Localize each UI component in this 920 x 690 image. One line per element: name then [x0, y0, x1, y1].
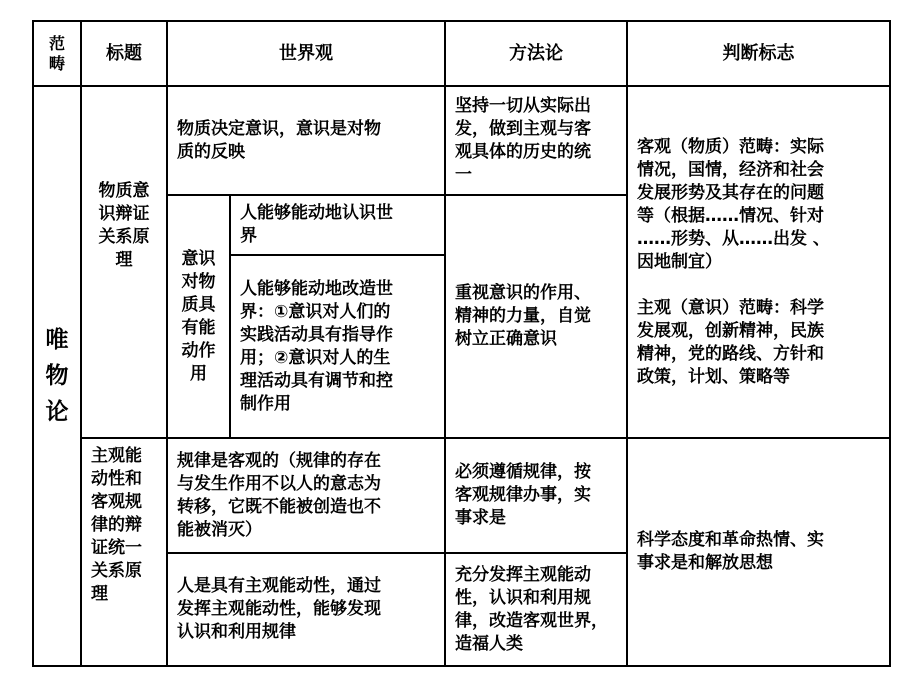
header-category [32, 20, 82, 87]
section2-criteria-text: 科学态度和革命热情、实 事求是和解放思想 [637, 530, 824, 573]
matter-method-text: 坚持一切从实际出 发，做到主观与客 观具体的历史的统 一 [455, 95, 591, 185]
header-category-text: 范 畴 [48, 33, 65, 73]
header-criteria [626, 20, 891, 87]
section2-criteria-cell [626, 437, 891, 667]
law-method-cell [444, 437, 628, 554]
law-objective-cell [166, 437, 446, 554]
cognize-text: 人能够能动地认识世 界 [240, 203, 393, 246]
initiative-cell [166, 552, 446, 667]
matter-decides-cell [166, 85, 446, 196]
section1-criteria-cell [626, 85, 891, 439]
consciousness-method-cell [444, 194, 628, 439]
sub-heading-cell [166, 194, 231, 439]
header-title-text: 标题 [106, 43, 142, 64]
header-methodology [444, 20, 628, 87]
section2-title: 主观能 动性和 客观规 律的辩 证统一 关系原 理 [91, 446, 142, 604]
section1-title-cell [80, 85, 168, 439]
category-cell [32, 85, 82, 667]
transform-cell [229, 254, 446, 439]
header-criteria-text: 判断标志 [722, 43, 795, 64]
matter-decides-text: 物质决定意识，意识是对物 质的反映 [177, 118, 381, 162]
transform-text: 人能够能动地改造世 界：①意识对人们的 实践活动具有指导作 用；②意识对人的生 理活动具有调节和控 制作用 [240, 278, 393, 414]
law-method-text: 必须遵循规律，按 客观规律办事，实 事求是 [455, 462, 591, 528]
cognize-cell [229, 194, 446, 256]
header-methodology-text: 方法论 [509, 43, 563, 64]
section1-title: 物质意 识辩证 关系原 理 [98, 181, 150, 270]
header-title [80, 20, 168, 87]
header-worldview [166, 20, 446, 87]
law-objective-text: 规律是客观的（规律的存在 与发生作用不以人的意志为 转移，它既不能被创造也不 能被消灭） [177, 450, 381, 540]
section2-title-cell [80, 437, 168, 667]
sub-heading-text: 意识 对物 质具 有能 动作 用 [181, 248, 216, 384]
initiative-method-cell [444, 552, 628, 667]
matter-method-cell [444, 85, 628, 196]
header-worldview-text: 世界观 [279, 43, 333, 64]
initiative-method-text: 充分发挥主观能动 性，认识和利用规 律，改造客观世界， 造福人类 [455, 564, 608, 654]
philosophy-table [32, 20, 891, 667]
consciousness-method-text: 重视意识的作用、 精神的力量，自觉 树立正确意识 [455, 283, 591, 349]
section1-criteria-text: 客观（物质）范畴：实际 情况，国情，经济和社会 发展形势及其存在的问题 等（根据……情况、针对 ……形势、从……出发 、 因地制宜） 主观（意识）范畴：科学 发展观，创新精神，民族 精神，党的路线、方针和 政策，计划、策略等 [637, 136, 830, 387]
category-text: 唯 物 论 [45, 327, 69, 425]
initiative-text: 人是具有主观能动性，通过 发挥主观能动性，能够发现 认识和利用规律 [177, 576, 381, 642]
